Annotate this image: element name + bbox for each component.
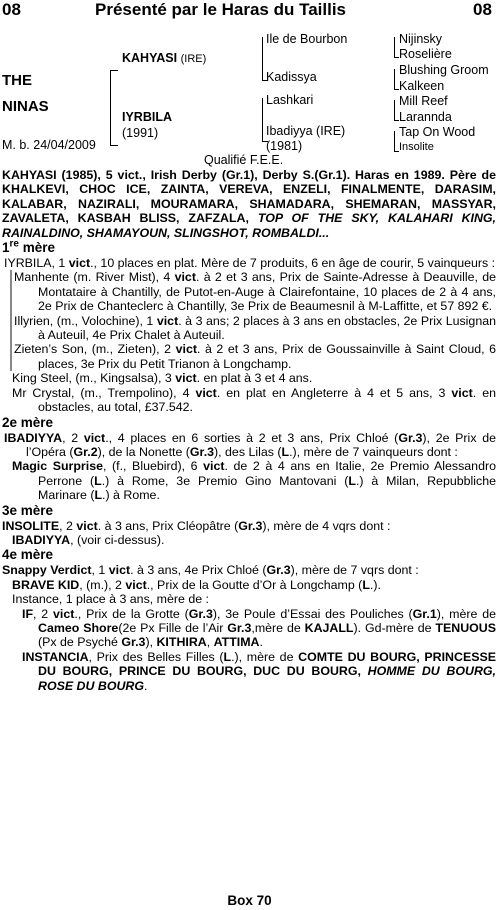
pedigree-ggs6: Larannda (399, 110, 452, 124)
body-text (2, 168, 496, 693)
mere3-produit: IBADIYYA, (voir ci-dessus). (12, 532, 165, 547)
pedigree-gs4-year: (1981) (266, 139, 303, 153)
box-number: Box 70 (227, 893, 272, 908)
produit-instancia: INSTANCIA, Prix des Belles Filles (L.), mère de COMTE DU BOURG, PRINCESSE DU BOURG, PRINCE DU BOURG, DUC DU BOURG, HOMME DU BOURG, ROSE DU BOURG. (22, 649, 496, 693)
bracket-line (262, 37, 263, 81)
pedigree-gs1: Ile de Bourbon (266, 32, 348, 46)
lot-number-left: 08 (2, 0, 21, 19)
bracket-line (394, 69, 395, 90)
mere2-paragraph: IBADIYYA, 2 vict., 4 places en 6 sorties à 2 et 3 ans, Prix Chloé (Gr.3), 2e Prix de l’Opéra (Gr.2), de la Nonette (Gr.3), des Lilas (L.), mère de 7 vainqueurs dont : (4, 430, 496, 459)
pedigree-ggs5: Mill Reef (399, 94, 448, 108)
pedigree-gs2: Kadissya (266, 70, 317, 84)
bracket-line (394, 131, 395, 152)
mere3-paragraph: INSOLITE, 2 vict. à 3 ans, Prix Cléopâtre (Gr.3), mère de 4 vqrs dont : (2, 518, 391, 533)
horse-name-line2: NINAS (2, 98, 49, 115)
pedigree-ggs7: Tap On Wood (399, 125, 476, 139)
produit-illyrien: Illyrien, (m., Volochine), 1 vict. à 3 ans; 2 places à 3 ans en obstacles, 2e Prix Lusignan à Auteuil, 4e Prix Chalet à Auteuil. (10, 314, 496, 343)
bracket-line (394, 37, 395, 58)
bracket-line (110, 70, 118, 71)
produit-brave-kid: BRAVE KID, (m.), 2 vict., Prix de la Goutte d’Or à Longchamp (L.). (12, 577, 381, 592)
produit-instance: Instance, 1 place à 3 ans, mère de : (12, 592, 209, 607)
bracket-line (262, 98, 263, 142)
pedigree-dam: IYRBILA (122, 110, 172, 124)
page-title: Présenté par le Haras du Taillis (95, 0, 347, 19)
section-4e-mere: 4e mère (2, 547, 54, 563)
pedigree-gs3: Lashkari (266, 93, 314, 107)
pedigree-ggs1: Nijinsky (399, 32, 443, 46)
section-3e-mere: 3e mère (2, 502, 54, 518)
produit-king-steel: King Steel, (m., Kingsalsa), 3 vict. en plat à 3 et 4 ans. (12, 371, 313, 386)
pedigree-gs4: Ibadiyya (IRE) (266, 124, 346, 138)
bracket-line (110, 70, 111, 146)
produit-zietens-son: Zieten’s Son, (m., Zieten), 2 vict. à 2 et 3 ans, Prix de Goussainville à Saint Cloud, 6 places, 3e Prix du Petit Trianon à Longchamp. (10, 342, 496, 371)
produit-mr-crystal: Mr Crystal, (m., Trempolino), 4 vict. en plat en Angleterre à 4 et 5 ans, 3 vict. en obstacles, au total, £37.542. (12, 385, 496, 415)
sire-paragraph: KAHYASI (1985), 5 vict., Irish Derby (Gr.1), Derby S.(Gr.1). Haras en 1989. Père de KHALKEVI, CHOC ICE, ZAINTA, VEREVA, ENZELI, FINALMENTE, DARASIM, KALABAR, NAZIRALI, MOURAMARA, SHAMADARA, SHEMARAN, MASSYAR, ZAVALETA, KASBAH BLISS, ZAFZALA, TOP OF THE SKY, KALAHARI KING, RAINALDINO, SHAMAYOUN, SLINGSHOT, ROMBALDI... (2, 168, 497, 240)
pedigree-dam-year: (1991) (122, 126, 159, 140)
horse-info: M. b. 24/04/2009 (2, 138, 96, 152)
pedigree-ggs3: Blushing Groom (399, 63, 489, 77)
section-1re-mere: 1re mère (2, 238, 56, 256)
mere1-paragraph: IYRBILA, 1 vict., 10 places en plat. Mère de 7 produits, 6 en âge de courir, 5 vainqueurs : (4, 256, 496, 271)
mere4-paragraph: Snappy Verdict, 1 vict. à 3 ans, 4e Prix Chloé (Gr.3), mère de 7 vqrs dont : (2, 563, 419, 578)
bracket-line (110, 145, 118, 146)
bracket-line (394, 100, 395, 121)
produit-magic-surprise: Magic Surprise, (f., Bluebird), 6 vict. de 2 à 4 ans en Italie, 2e Premio Alessandro Perrone (L.) à Rome, 3e Premio Gino Mantovani (L.) à Milan, Repubbliche Marinare (L.) à Rome. (12, 459, 496, 503)
pedigree-ggs4: Kalkeen (399, 79, 445, 93)
produit-if: IF, 2 vict., Prix de la Grotte (Gr.3), 3e Poule d’Essai des Pouliches (Gr.1), mère de Cameo Shore(2e Px Fille de l’Air Gr.3,mère de KAJALL). Gd-mère de TENUOUS (Px de Psyché Gr.3), KITHIRA, ATTIMA. (22, 606, 497, 650)
lot-number-right: 08 (473, 0, 492, 19)
pedigree-ggs8: Insolite (399, 141, 434, 153)
qualifie-label: Qualifié F.E.E. (204, 153, 284, 167)
pedigree-ggs2: Roselière (399, 47, 452, 61)
horse-name-line1: THE (2, 72, 32, 89)
section-2e-mere: 2e mère (2, 414, 54, 430)
produit-manhente: Manhente (m. River Mist), 4 vict. à 2 et 3 ans, Prix de Sainte-Adresse à Deauville, de Montataire à Chantilly, de Putot-en-Auge à Clairefontaine, 10 places de 2 à 4 ans, 2e Prix de Chanteclerc à Chantilly, 3e Prix de Beaumesnil à M-Laffitte, et 57 892 €. (10, 270, 496, 313)
pedigree-sire: KAHYASI (IRE) (122, 51, 207, 65)
